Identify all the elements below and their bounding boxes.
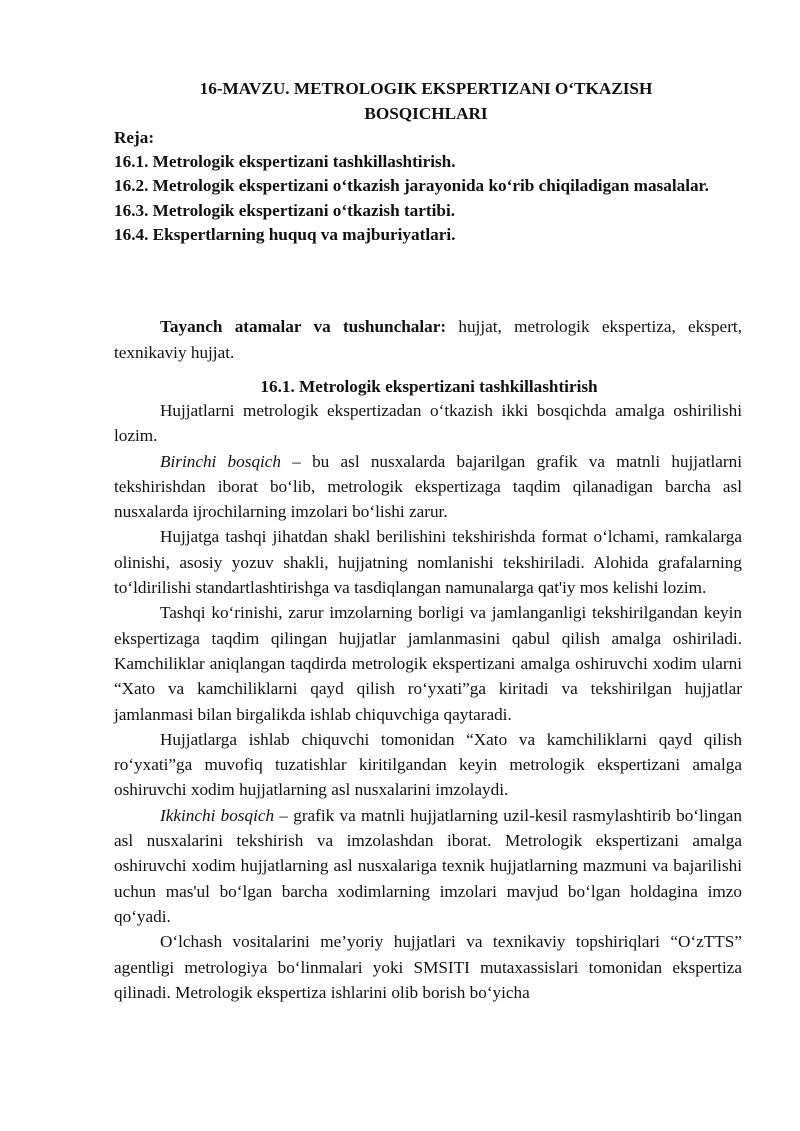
paragraph-5: Hujjatlarga ishlab chiquvchi tomonidan “Xato va kamchiliklarni qayd qilish ro‘yxati”ga muvofiq tuzatishlar kiritilgandan keyin metrologik ekspertizani amalga oshiruvchi xodim hujjatlarning asl nusxalarini imzolaydi. xyxy=(114,729,742,800)
paragraph-3: Hujjatga tashqi jihatdan shakl berilishini tekshirishda format o‘lchami, ramkalarga olinishi, asosiy yozuv shakli, hujjatning nomlanishi tekshiriladi. Alohida grafalarning to‘ldirilishi standartlashtirishga va tasdiqlangan namunalarga qat'iy mos kelishi lozim. xyxy=(114,527,742,598)
document-title xyxy=(114,76,738,126)
paragraph-6 xyxy=(114,803,742,929)
term-second-stage: Ikkinchi bosqich xyxy=(160,805,275,825)
paragraph-2 xyxy=(114,449,742,525)
keywords-text: hujjat, metrologik ekspertiza, ekspert, texnikaviy hujjat. xyxy=(114,317,742,362)
paragraph-1: Hujjatlarni metrologik ekspertizadan o‘tkazish ikki bosqichda amalga oshirilishi lozim. xyxy=(114,401,742,446)
keywords-label: Tayanch atamalar va tushunchalar: xyxy=(160,317,447,337)
section-heading: 16.1. Metrologik ekspertizani tashkillashtirish xyxy=(260,377,598,396)
paragraph-7: O‘lchash vositalarini me’yoriy hujjatlari va texnikaviy topshiriqlari “O‘zTTS” agentligi metrologiya bo‘linmalari yoki SMSITI mutaxassislari tomonidan ekspertiza qilinadi. Metrologik ekspertiza ishlarini olib borish bo‘yicha xyxy=(114,932,742,1002)
plan-block xyxy=(114,126,744,247)
plan-item: 16.3. Metrologik ekspertizani o‘tkazish tartibi. xyxy=(114,200,456,220)
paragraph-6-text: – grafik va matnli hujjatlarning uzil-kesil rasmylashtirib bo‘lingan asl nusxalarini tekshirish va imzolashdan iborat. Metrologik ekspertizani amalga oshiruvchi xodim hujjatlarning asl nusxalariga texnik hujjatlarning mazmuni va bajarilishi uchun mas'ul bo‘lgan barcha xodimlarning imzolari mavjud bo‘lgan holdagina imzo qo‘yadi. xyxy=(114,805,742,926)
plan-label: Reja: xyxy=(114,128,155,147)
plan-item: 16.2. Metrologik ekspertizani o‘tkazish jarayonida ko‘rib chiqiladigan masalalar. xyxy=(114,176,709,196)
section-body xyxy=(114,398,742,1005)
plan-item: 16.1. Metrologik ekspertizani tashkillashtirish. xyxy=(114,152,456,172)
title-line-2: BOSQICHLARI xyxy=(364,104,488,123)
plan-item: 16.4. Ekspertlarning huquq va majburiyatlari. xyxy=(114,224,456,244)
paragraph-2-text: – bu asl nusxalarda bajarilgan grafik va matnli hujjatlarni tekshirishdan iborat bo‘lib, metrologik ekspertizaga taqdim qilanadigan barcha asl nusxalarda ijrochilarning imzolari bo‘lishi zarur. xyxy=(114,451,742,522)
paragraph-4: Tashqi ko‘rinishi, zarur imzolarning borligi va jamlanganligi tekshirilgandan keyin ekspertizaga taqdim qilingan hujjatlar jamlanmasini qabul qilish amalga oshiriladi. Kamchiliklar aniqlangan taqdirda metrologik ekspertizani amalga oshiruvchi xodim ularni “Xato va kamchiliklarni qayd qilish ro‘yxati”ga kiritadi va tekshirilgan hujjatlar jamlanmasi bilan birgalikda ishlab chiquvchiga qaytaradi. xyxy=(114,603,742,724)
keywords-paragraph xyxy=(114,314,742,365)
term-first-stage: Birinchi bosqich xyxy=(160,451,282,471)
title-line-1: 16-MAVZU. METROLOGIK EKSPERTIZANI O‘TKAZISH xyxy=(199,79,653,98)
